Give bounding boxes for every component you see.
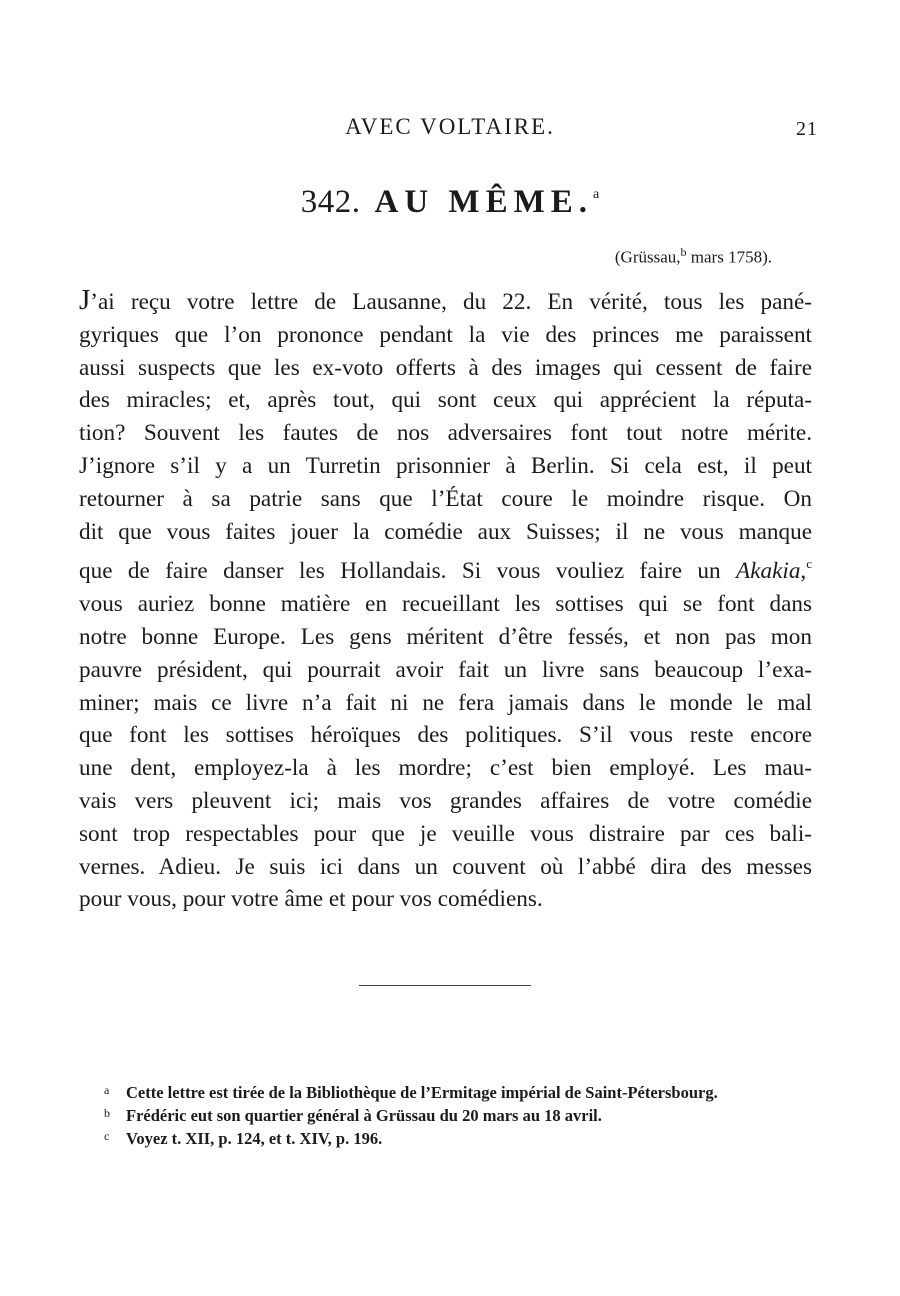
body-line: pauvre président, qui pourrait avoir fait un livre sans beaucoup l’exa- <box>79 656 812 683</box>
footnote-text: Frédéric eut son quartier général à Grüssau du 20 mars au 18 avril. <box>126 1106 602 1125</box>
body-line: miner; mais ce livre n’a fait ni ne fera jamais dans le monde le mal <box>79 689 812 716</box>
running-title: AVEC VOLTAIRE. <box>345 114 555 139</box>
dateline-date: mars 1758). <box>690 247 772 267</box>
footnote-c <box>104 1127 804 1150</box>
letter-body <box>79 284 812 916</box>
footnote-a <box>104 1081 804 1104</box>
body-line: une dent, employez-la à les mordre; c’est bien employé. Les mau- <box>79 755 812 782</box>
dateline-place: (Grüssau, <box>614 247 681 267</box>
body-line: dit que vous faites jouer la comédie aux Suisses; il ne vous manque <box>79 518 812 545</box>
body-line: que font les sottises héroïques des politiques. S’il vous reste encore <box>79 722 812 749</box>
dateline-footnote-ref: b <box>680 245 687 259</box>
footnote-mark: a <box>104 1083 110 1097</box>
title-footnote-ref: a <box>593 187 600 202</box>
body-line: des miracles; et, après tout, qui sont ceux qui apprécient la réputa- <box>79 387 812 414</box>
body-line: aussi suspects que les ex-voto offerts à des images qui cessent de faire <box>79 354 812 381</box>
dateline <box>615 245 772 268</box>
body-line: sont trop respectables pour que je veuille vous distraire par ces bali- <box>79 820 812 847</box>
footnote-text: Voyez t. XII, p. 124, et t. XIV, p. 196. <box>126 1129 383 1148</box>
body-line: vernes. Adieu. Je suis ici dans un couvent où l’abbé dira des messes <box>79 853 812 880</box>
body-line: que de faire danser les Hollandais. Si vous vouliez faire un Akakia,$^c$ <box>79 556 812 585</box>
akakia-title: Akakia, <box>736 558 807 585</box>
section-separator <box>359 985 531 986</box>
body-line: notre bonne Europe. Les gens méritent d’être fessés, et non pas mon <box>79 623 812 650</box>
running-head <box>0 114 900 144</box>
letter-title: AU MÊME. <box>374 184 593 220</box>
footnotes <box>104 1081 804 1150</box>
body-footnote-ref: c <box>806 556 812 572</box>
body-line: retourner à sa patrie sans que l’État coure le moindre risque. On <box>79 485 812 512</box>
letter-heading <box>0 184 900 221</box>
body-line: J’ignore s’il y a un Turretin prisonnier à Berlin. Si cela est, il peut <box>79 452 812 479</box>
letter-number: 342. <box>300 184 361 220</box>
drop-letter: J <box>79 284 91 316</box>
footnote-mark: c <box>104 1129 110 1143</box>
body-line: vais vers pleuvent ici; mais vos grandes affaires de votre comédie <box>79 787 812 814</box>
footnote-mark: b <box>104 1106 110 1120</box>
footnote-b <box>104 1104 804 1127</box>
body-line: vous auriez bonne matière en recueillant les sottises qui se font dans <box>79 591 812 618</box>
page-number: 21 <box>796 118 818 140</box>
body-line: J’ai reçu votre lettre de Lausanne, du 22. En vérité, tous les pané- <box>79 284 812 316</box>
body-line: pour vous, pour votre âme et pour vos comédiens. <box>79 886 543 913</box>
footnote-text: Cette lettre est tirée de la Bibliothèque de l’Ermitage impérial de Saint-Pétersbourg. <box>126 1083 718 1102</box>
body-line: gyriques que l’on prononce pendant la vie des princes me paraissent <box>79 321 812 348</box>
body-line: tion? Souvent les fautes de nos adversaires font tout notre mérite. <box>79 420 812 447</box>
